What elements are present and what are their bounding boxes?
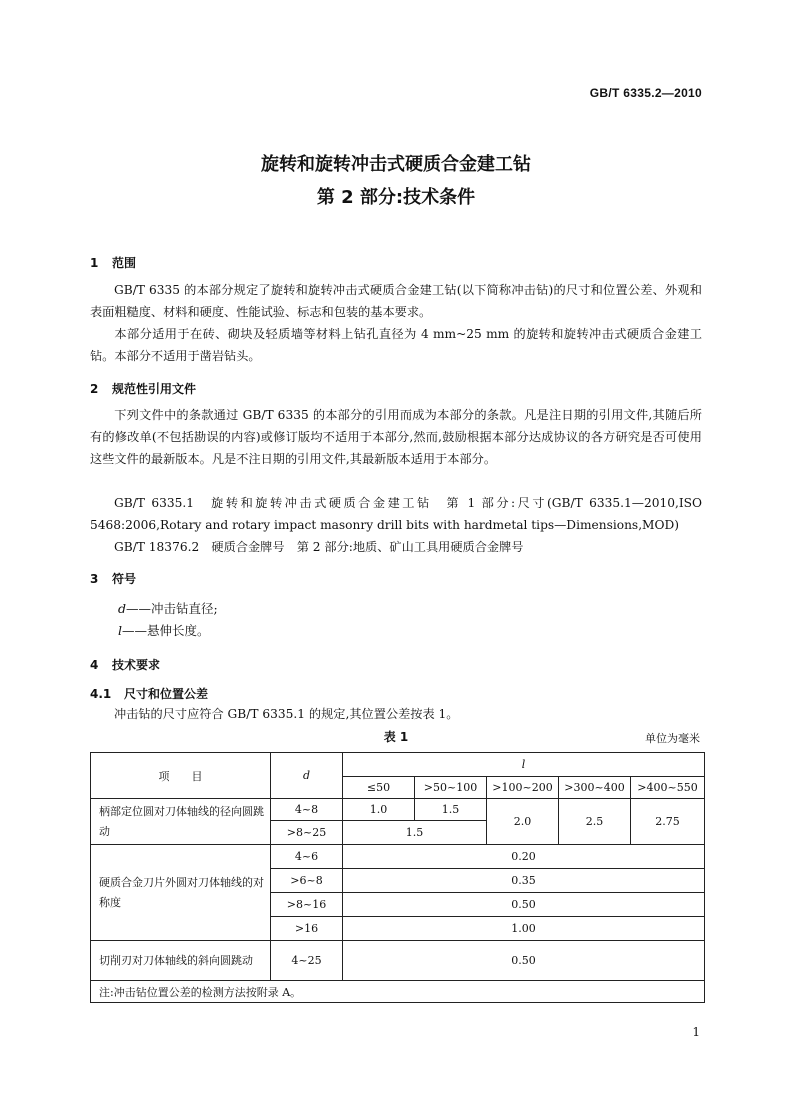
section-1-paragraph-2: 本部分适用于在砖、砌块及轻质墙等材料上钻孔直径为 4 mm~25 mm 的旋转和旋转冲击式硬质合金建工钻。本部分不适用于凿岩钻头。 [90, 327, 702, 363]
group-2-v: 0.20 [343, 845, 705, 869]
l-range-3: >100~200 [487, 777, 559, 799]
group-3-label: 切削刃对刀体轴线的斜向圆跳动 [91, 941, 271, 981]
section-3-heading [90, 570, 136, 587]
group-2-d: >16 [271, 917, 343, 941]
symbol-d: d——冲击钻直径; [118, 601, 218, 616]
group-2-d: >6~8 [271, 869, 343, 893]
section-number: 2 [90, 382, 99, 396]
section-title: 规范性引用文件 [112, 382, 197, 396]
group-2-v: 0.35 [343, 869, 705, 893]
header-item: 项 目 [91, 753, 271, 799]
group-1-d1: 4~8 [271, 799, 343, 821]
group-2-d: >8~16 [271, 893, 343, 917]
group-3-v: 0.50 [343, 941, 705, 981]
section-4-1-heading [90, 685, 208, 702]
header-d: d [271, 753, 343, 799]
section-number: 1 [90, 256, 99, 270]
section-number: 4 [90, 658, 99, 672]
group-2-d: 4~6 [271, 845, 343, 869]
section-title: 范围 [112, 256, 137, 270]
section-title: 尺寸和位置公差 [124, 687, 209, 701]
tolerance-table [90, 752, 705, 1003]
section-number: 4.1 [90, 687, 112, 701]
section-4-1-paragraph: 冲击钻的尺寸应符合 GB/T 6335.1 的规定,其位置公差按表 1。 [114, 707, 459, 721]
section-2-heading [90, 380, 196, 397]
group-1-d2-v12: 1.5 [343, 821, 487, 845]
group-1-v3: 2.0 [487, 799, 559, 845]
l-range-1: ≤50 [343, 777, 415, 799]
group-1-label: 柄部定位圆对刀体轴线的径向圆跳动 [91, 799, 271, 845]
group-2-v: 1.00 [343, 917, 705, 941]
symbol-l: l——悬伸长度。 [118, 623, 210, 638]
section-1-paragraph-1: GB/T 6335 的本部分规定了旋转和旋转冲击式硬质合金建工钻(以下简称冲击钻)的尺寸和位置公差、外观和表面粗糙度、材料和硬度、性能试验、标志和包装的基本要求。 [90, 283, 702, 319]
section-number: 3 [90, 572, 99, 586]
l-range-4: >300~400 [559, 777, 631, 799]
section-4-heading [90, 656, 160, 673]
section-title: 符号 [112, 572, 137, 586]
l-range-5: >400~550 [631, 777, 705, 799]
page-number: 1 [692, 1025, 700, 1039]
document-title: 旋转和旋转冲击式硬质合金建工钻 [261, 154, 531, 175]
l-range-2: >50~100 [415, 777, 487, 799]
group-2-label: 硬质合金刀片外圆对刀体轴线的对称度 [91, 845, 271, 941]
table-caption: 表 1 [383, 730, 409, 744]
table-note: 注:冲击钻位置公差的检测方法按附录 A。 [91, 981, 705, 1003]
group-3-d: 4~25 [271, 941, 343, 981]
group-1-d1-v1: 1.0 [343, 799, 415, 821]
header-l: l [343, 753, 705, 777]
reference-2: GB/T 18376.2 硬质合金牌号 第 2 部分:地质、矿山工具用硬质合金牌号 [114, 540, 524, 554]
group-2-v: 0.50 [343, 893, 705, 917]
group-1-d1-v2: 1.5 [415, 799, 487, 821]
standard-code: GB/T 6335.2—2010 [589, 86, 702, 100]
section-1-heading [90, 254, 136, 271]
group-1-v5: 2.75 [631, 799, 705, 845]
document-subtitle: 第 2 部分:技术条件 [316, 187, 476, 208]
group-1-v4: 2.5 [559, 799, 631, 845]
section-title: 技术要求 [112, 658, 161, 672]
section-2-paragraph-1: 下列文件中的条款通过 GB/T 6335 的本部分的引用而成为本部分的条款。凡是注日期的引用文件,其随后所有的修改单(不包括勘误的内容)或修订版均不适用于本部分,然而,鼓励根据本部分达成协议的各方研究是否可使用这些文件的最新版本。凡是不注日期的引用文件,其最新版本适用于本部分。 [90, 408, 702, 466]
reference-1: GB/T 6335.1 旋转和旋转冲击式硬质合金建工钻 第 1 部分:尺寸(GB/T 6335.1—2010,ISO 5468:2006,Rotary and rotary impact masonry drill bits with hardmetal tips—Dimensions,MOD) [90, 496, 702, 532]
group-1-d2: >8~25 [271, 821, 343, 845]
table-unit: 单位为毫米 [645, 732, 700, 745]
